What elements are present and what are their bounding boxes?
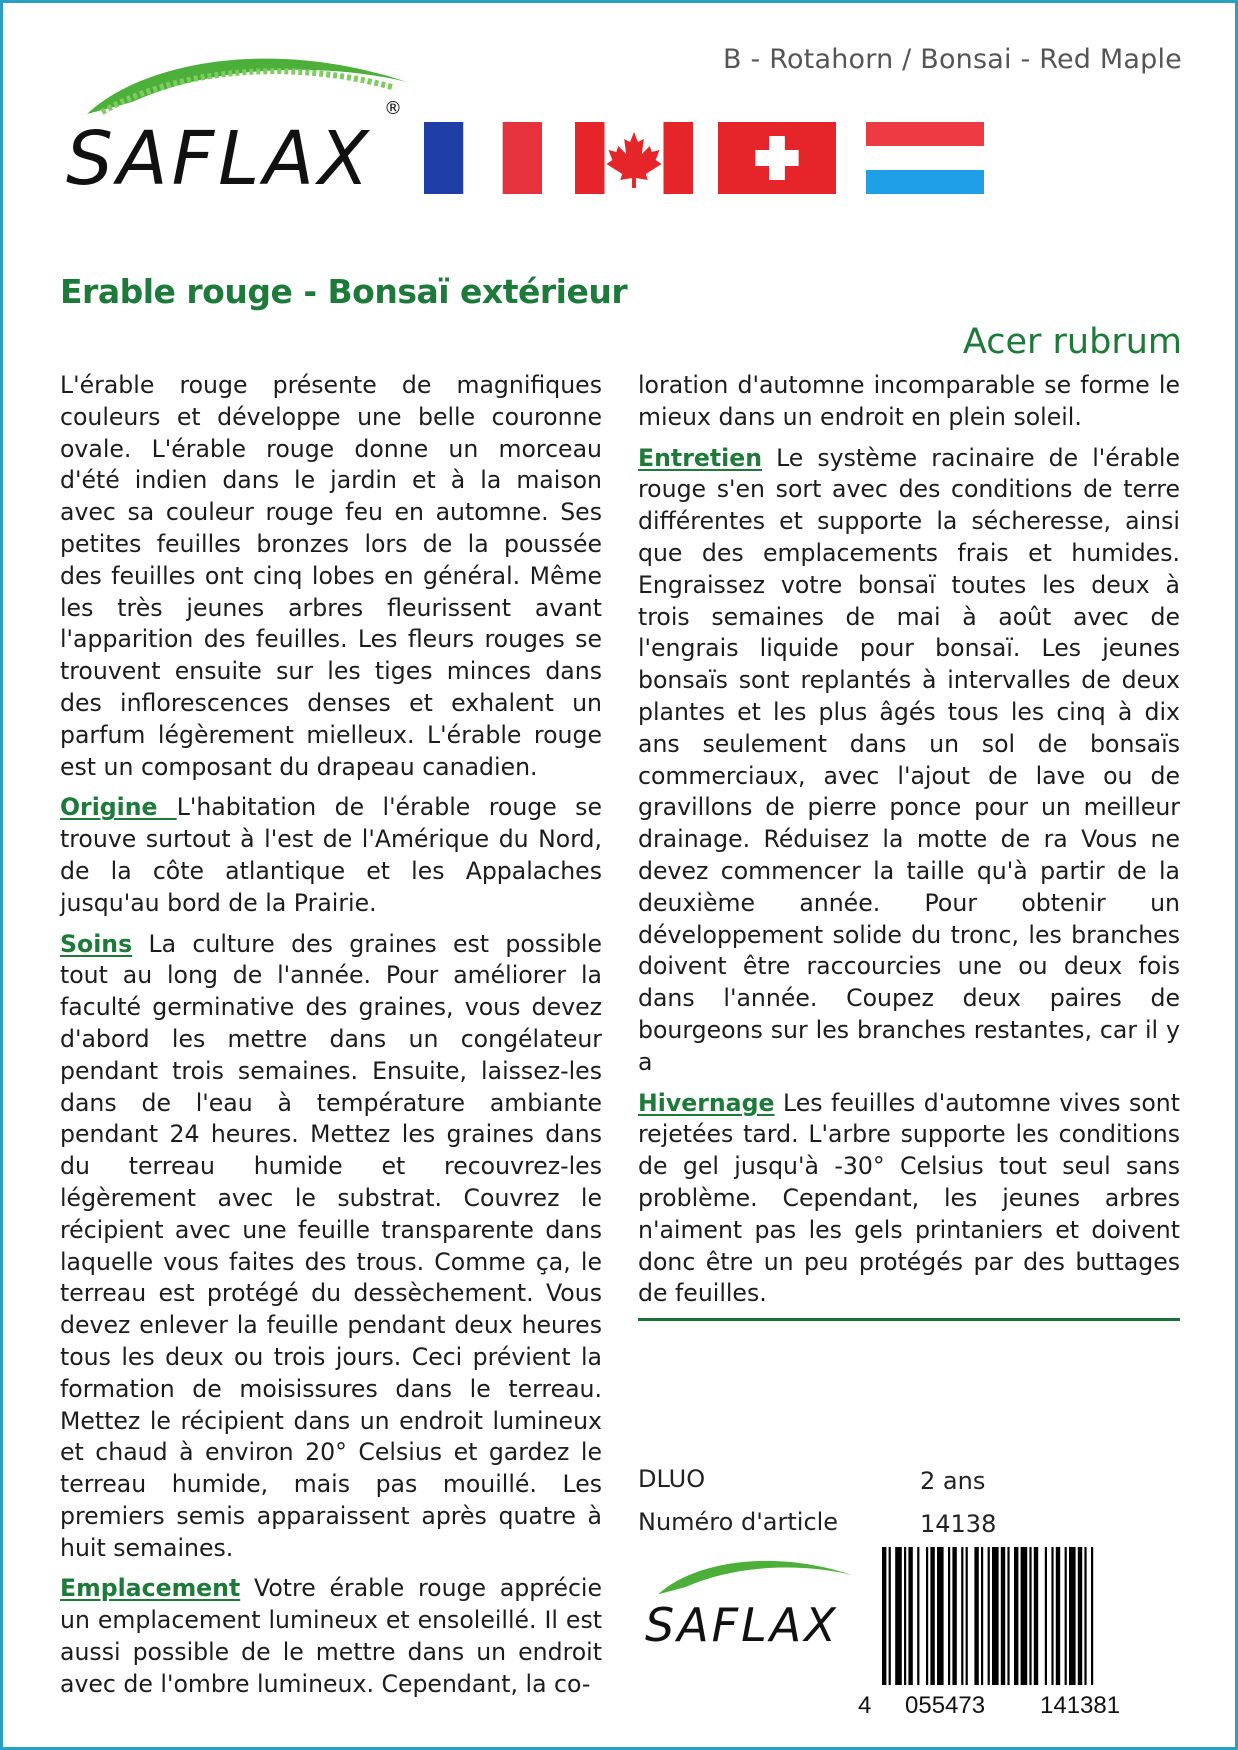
barcode-bar: [952, 1547, 956, 1685]
barcode-bar: [882, 1547, 886, 1685]
barcode-bar: [1065, 1547, 1067, 1685]
barcode-bar: [889, 1547, 891, 1685]
canada-flag-icon: [575, 122, 693, 194]
origine-section: [60, 792, 602, 919]
right-column: [638, 370, 1180, 1319]
entretien-text: Le système racinaire de l'érable rouge s'en sort avec des conditions de terre différentes et supporte la sécheresse, ainsi que des emplacements frais et humides. Engraissez votre bonsaï toutes les deux à trois semaines de mai à août avec de l'engrais liquide pour bonsaï. Les jeunes bonsaïs sont replantés à intervalles de deux plantes et les plus âgés tous les cinq à dix ans seulement dans un sol de bonsaïs commerciaux, avec l'ajout de lave ou de gravillons de pierre ponce pour un meilleur drainage. Réduisez la motte de ra Vous ne devez commencer la taille qu'à partir de la deuxième année. Pour obtenir un développement solide du tronc, les branches doivent être raccourcies une ou deux fois dans l'année. Coupez deux paires de bourgeons sur les branches restantes, car il y a: [638, 443, 1181, 1076]
dluo-value: 2 ans: [920, 1467, 986, 1495]
barcode-bar: [930, 1547, 934, 1685]
product-line: B - Rotahorn / Bonsai - Red Maple: [722, 44, 1182, 75]
barcode-bar: [1078, 1547, 1082, 1685]
barcode-bar: [1001, 1547, 1005, 1685]
barcode-bar: [1069, 1547, 1076, 1685]
emplacement-heading: Emplacement: [60, 1574, 241, 1603]
barcode-bar: [1007, 1547, 1009, 1685]
origine-text: L'habitation de l'érable rouge se trouve surtout à l'est de l'Amérique du Nord, de la côte atlantique et les Appalaches jusqu'au bord de la Prairie.: [60, 793, 602, 917]
bottom-brand-logo: [645, 1550, 865, 1660]
barcode-right-digits: 141381: [1040, 1692, 1121, 1719]
barcode-bar: [1091, 1547, 1093, 1685]
emplacement-continued: loration d'automne incomparable se forme le mieux dans un endroit en plein soleil.: [638, 371, 1180, 431]
barcode-lead-digit: 4: [858, 1692, 872, 1719]
article-label: Numéro d'article: [638, 1508, 839, 1536]
barcode: [880, 1547, 1150, 1685]
leaf-swoosh-icon: [655, 1550, 855, 1600]
hivernage-text: Les feuilles d'automne vives sont rejetées tard. L'arbre supporte les conditions de gel jusqu'à -30° Celsius tout seul sans problème. Cependant, les jeunes arbres n'aiment pas les gels printaniers et doivent donc être un peu protégés par des buttages de feuilles.: [638, 1088, 1180, 1308]
barcode-bar: [1051, 1547, 1053, 1685]
hivernage-heading: Hivernage: [638, 1088, 775, 1117]
barcode-bar: [895, 1547, 902, 1685]
barcode-bar: [948, 1547, 950, 1685]
hivernage-section: [638, 1088, 1180, 1311]
emplacement-section: [60, 1573, 602, 1700]
barcode-bar: [908, 1547, 912, 1685]
barcode-bar: [1029, 1547, 1031, 1685]
leaf-swoosh-icon: [82, 42, 412, 122]
barcode-bar: [966, 1547, 968, 1685]
brand-logo: [62, 42, 412, 202]
barcode-bar: [917, 1547, 919, 1685]
barcode-bar: [926, 1547, 928, 1685]
left-column: [60, 370, 602, 1710]
barcode-bar: [974, 1547, 978, 1685]
article-value: 14138: [920, 1510, 997, 1538]
divider-line: [638, 1318, 1180, 1321]
page-title: Erable rouge - Bonsaï extérieur: [60, 272, 628, 311]
registered-mark: ®: [384, 98, 402, 119]
luxembourg-flag-icon: [866, 122, 984, 194]
emplacement-text: Votre érable rouge apprécie un emplacement lumineux et ensoleillé. Il est aussi possible de le mettre dans un endroit avec de l'ombre lumineux. Cependant, la co-: [60, 1574, 602, 1698]
barcode-bar: [988, 1547, 990, 1685]
barcode-bar: [1034, 1547, 1038, 1685]
barcode-left-digits: 055473: [905, 1692, 986, 1719]
latin-name: Acer rubrum: [962, 322, 1182, 362]
bottom-brand-name: SAFLAX: [645, 1598, 839, 1652]
soins-section: [60, 929, 602, 1565]
origine-heading: Origine: [60, 793, 177, 822]
intro-paragraph: L'érable rouge présente de magnifiques couleurs et développe une belle couronne ovale. L'érable rouge donne un morceau d'été indien dans le jardin et à la maison avec sa couleur rouge feu en automne. Ses petites feuilles bronzes lors de la poussée des feuilles ont cinq lobes en général. Même les très jeunes arbres fleurissent avant l'apparition des feuilles. Les fleurs rouges se trouvent ensuite sur les tiges minces dans des inflorescences denses et exhalent un parfum légèrement mielleux. L'érable rouge est un composant du drapeau canadien.: [60, 371, 602, 781]
soins-text: La culture des graines est possible tout au long de l'année. Pour améliorer la faculté germinative des graines, vous devez d'abord les mettre dans un congélateur pendant trois semaines. Ensuite, laissez-les dans de l'eau à température ambiante pendant 24 heures. Mettez les graines dans du terreau humide et recouvrez-les légèrement avec le substrat. Couvrez le récipient avec une feuille transparente dans laquelle vous faites des trous. Comme ça, le terreau est protégé du dessèchement. Vous devez enlever la feuille pendant deux heures tous les deux ou trois jours. Ceci prévient la formation de moisissures dans le terreau. Mettez le récipient dans un endroit lumineux et chaud à environ 20° Celsius et gardez le terreau humide, mais pas mouillé. Les premiers semis apparaissent après quatre à huit semaines.: [60, 929, 602, 1562]
switzerland-flag-icon: [718, 122, 836, 194]
entretien-section: [638, 443, 1180, 1079]
barcode-bar: [1056, 1547, 1060, 1685]
barcode-bar: [981, 1547, 983, 1685]
barcode-bar: [1014, 1547, 1018, 1685]
barcode-bar: [1021, 1547, 1028, 1685]
barcode-bar: [992, 1547, 999, 1685]
soins-heading: Soins: [60, 929, 133, 958]
barcode-bar: [1045, 1547, 1047, 1685]
barcode-bar: [1084, 1547, 1086, 1685]
dluo-label: DLUO: [638, 1465, 706, 1493]
barcode-bar: [904, 1547, 906, 1685]
brand-name: SAFLAX: [66, 116, 373, 202]
entretien-heading: Entretien: [638, 443, 762, 472]
france-flag-icon: [424, 122, 542, 194]
barcode-bar: [961, 1547, 963, 1685]
barcode-bar: [937, 1547, 944, 1685]
